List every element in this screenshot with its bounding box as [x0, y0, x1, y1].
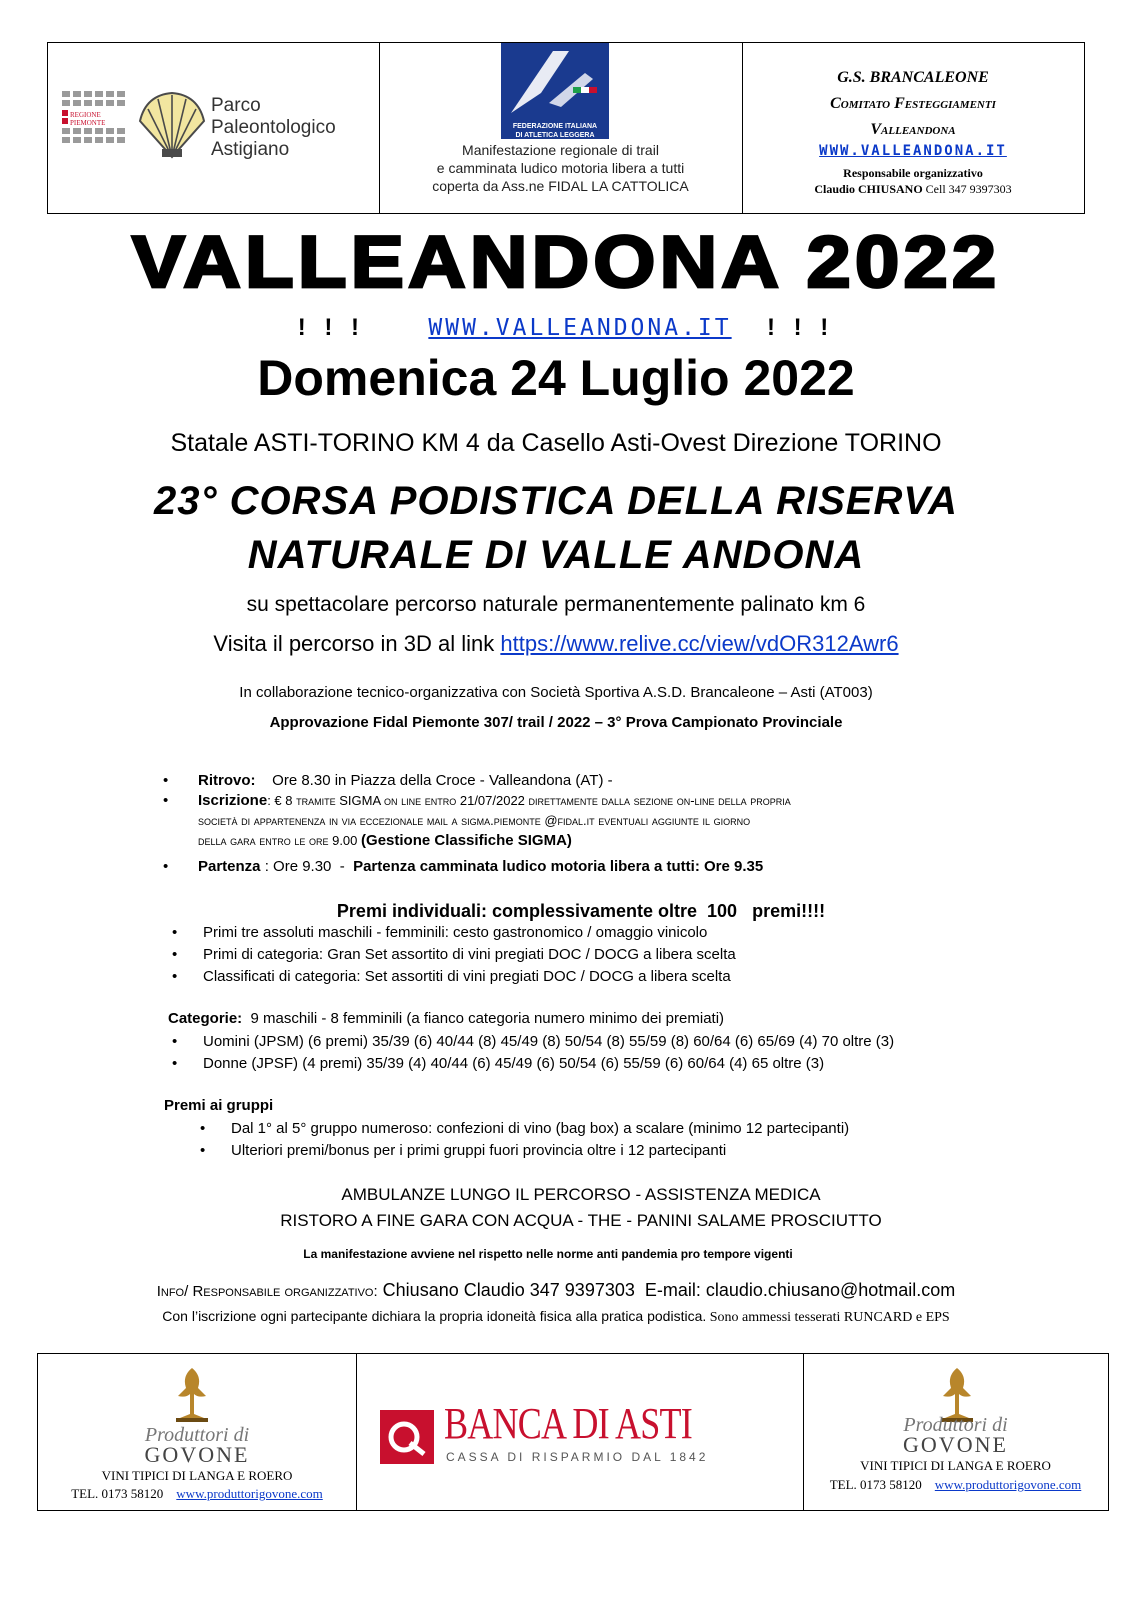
govone-contact	[803, 1477, 1108, 1493]
parco-name-line2: Paleontologico	[211, 117, 336, 138]
responsible-name: Claudio CHIUSANO	[814, 182, 923, 196]
govone-tel: TEL. 0173 58120	[71, 1486, 164, 1501]
govone-tagline: VINI TIPICI DI LANGA E ROERO	[860, 1458, 1051, 1473]
main-website-link[interactable]: WWW.VALLEANDONA.IT	[428, 315, 732, 341]
sponsor-table	[37, 1353, 1109, 1511]
organizer-place: Valleandona	[870, 121, 956, 138]
exclamation-left: ! ! !	[297, 314, 366, 341]
premi-item: • Classificati di categoria: Set assortiti di vini pregiati DOC / DOCG a libera scelta	[172, 968, 731, 985]
ritrovo-label: Ritrovo:	[198, 772, 256, 789]
gruppi-item: • Ulteriori premi/bonus per i primi gruppi fuori provincia oltre i 12 partecipanti	[200, 1142, 727, 1159]
relive-line	[0, 630, 1112, 658]
contact-text: Chiusano Claudio 347 9397303 E-mail: claudio.chiusano@hotmail.com	[377, 1280, 956, 1300]
premi-item: • Primi tre assoluti maschili - femminili: cesto gastronomico / omaggio vinicolo	[172, 924, 708, 941]
collaboration-text: In collaborazione tecnico-organizzativa con Società Sportiva A.S.D. Brancaleone – Asti (AT003)	[239, 684, 873, 701]
fidal-logo	[501, 43, 609, 139]
race-title-line1: 23° CORSA PODISTICA DELLA RISERVA	[154, 479, 958, 523]
fidal-text-line1: Manifestazione regionale di trail	[462, 142, 659, 158]
categorie-uomini: • Uomini (JPSM) (6 premi) 35/39 (6) 40/44 (8) 45/49 (8) 50/54 (8) 55/59 (8) 60/64 (6) 65/69 (4) 70 oltre (3)	[172, 1033, 895, 1050]
premi-list	[172, 922, 736, 988]
pandemic-notice: La manifestazione avviene nel rispetto nelle norme anti pandemia pro tempore vigenti	[303, 1247, 793, 1261]
website-line	[0, 314, 1132, 342]
sponsor-banca-asti	[356, 1354, 804, 1510]
organizer-committee: Comitato Festeggiamenti	[830, 95, 996, 112]
sponsor-govone-left	[38, 1354, 357, 1510]
iscrizione-sigma: (Gestione Classifiche SIGMA)	[361, 832, 572, 849]
fidal-logo-line2: DI ATLETICA LEGGERA	[515, 132, 595, 139]
govone-link[interactable]: www.produttorigovone.com	[176, 1486, 323, 1501]
banca-asti-logo-icon	[380, 1410, 434, 1464]
bullet-dot: •	[163, 792, 169, 809]
regione-line2: PIEMONTE	[70, 119, 106, 127]
services-line1: AMBULANZE LUNGO IL PERCORSO - ASSISTENZA MEDICA	[341, 1185, 821, 1204]
categorie-donne: • Donne (JPSF) (4 premi) 35/39 (4) 40/44 (6) 45/49 (6) 50/54 (6) 55/59 (6) 60/64 (4) 65 oltre (3)	[172, 1055, 825, 1072]
parco-name	[211, 95, 336, 161]
fidal-text-line2: e camminata ludico motoria libera a tutti	[436, 160, 685, 176]
organizer-name: G.S. BRANCALEONE	[837, 69, 989, 86]
gruppi-item: • Dal 1° al 5° gruppo numeroso: confezioni di vino (bag box) a scalare (minimo 12 partecipanti)	[200, 1120, 850, 1137]
sponsor-govone-right	[803, 1354, 1108, 1510]
partenza-bullet	[163, 857, 764, 877]
regione-text	[70, 111, 105, 127]
organizer-website-link[interactable]: WWW.VALLEANDONA.IT	[819, 143, 1007, 159]
govone-link[interactable]: www.produttorigovone.com	[934, 1477, 1082, 1492]
govone-contact	[38, 1486, 356, 1502]
header-table	[47, 42, 1085, 214]
bullet-dot: •	[163, 858, 169, 875]
relive-link[interactable]: https://www.relive.cc/view/vdOR312Awr6	[500, 631, 899, 656]
govone-name: GOVONE	[144, 1442, 250, 1467]
govone-tagline: VINI TIPICI DI LANGA E ROERO	[101, 1468, 293, 1483]
responsible-phone: Cell 347 9397303	[925, 182, 1012, 196]
fidal-description	[379, 141, 742, 195]
approval-text: Approvazione Fidal Piemonte 307/ trail / 2022 – 3° Prova Campionato Provinciale	[269, 714, 843, 731]
iscrizione-bullet	[163, 791, 1023, 851]
categorie-line	[168, 1009, 724, 1029]
banca-subtitle: CASSA DI RISPARMIO DAL 1842	[446, 1450, 709, 1464]
disclaimer-line	[0, 1306, 1112, 1328]
categorie-text: 9 maschili - 8 femminili (a fianco categoria numero minimo dei premiati)	[242, 1010, 725, 1027]
race-title	[0, 474, 1112, 582]
premi-title: Premi individuali: complessivamente oltre 100 premi!!!!	[336, 901, 826, 921]
parco-name-line3: Astigiano	[211, 139, 290, 160]
ritrovo-bullet	[163, 771, 613, 791]
responsible-label: Responsabile organizzativo	[843, 166, 983, 180]
gruppi-list	[200, 1118, 849, 1162]
fidal-runner-icon	[501, 43, 609, 117]
disclaimer-idoneita: Con l’iscrizione ogni partecipante dichiara la propria idoneità fisica alla pratica podistica.	[162, 1308, 707, 1324]
contact-line	[0, 1278, 1112, 1304]
event-location: Statale ASTI-TORINO KM 4 da Casello Asti-Ovest Direzione TORINO	[170, 429, 942, 457]
main-title: VALLEANDONA 2022	[131, 220, 1001, 303]
contact-label: Info/ Responsabile organizzativo:	[156, 1283, 378, 1300]
header-cell-organizer	[742, 43, 1084, 213]
organizer-block	[742, 65, 1084, 143]
parco-name-line1: Parco	[211, 95, 261, 116]
services-line2: RISTORO A FINE GARA CON ACQUA - THE - PANINI SALAME PROSCIUTTO	[280, 1211, 882, 1230]
bullet-dot: •	[163, 772, 169, 789]
iscrizione-line1: : € 8 tramite SIGMA on line entro 21/07/2022 direttamente dalla sezione on-line della propria	[267, 793, 791, 808]
govone-tel: TEL. 0173 58120	[829, 1477, 922, 1492]
race-title-line2: NATURALE DI VALLE ANDONA	[247, 533, 865, 577]
banca-name: BANCA DI ASTI	[444, 1399, 692, 1448]
header-cell-fidal	[379, 43, 743, 213]
govone-script: Produttori di	[903, 1414, 1008, 1436]
govone-crest-icon	[168, 1366, 216, 1422]
route-description: su spettacolare percorso naturale permanentemente palinato km 6	[246, 593, 866, 616]
partenza-label: Partenza	[198, 858, 261, 875]
fidal-logo-text	[501, 122, 609, 140]
partenza-text: : Ore 9.30 -	[260, 858, 354, 875]
partenza-walk: Partenza camminata ludico motoria libera a tutti: Ore 9.35	[353, 858, 764, 875]
relive-prefix: Visita il percorso in 3D al link	[213, 631, 495, 656]
services-block	[0, 1182, 1132, 1234]
govone-name: GOVONE	[903, 1432, 1008, 1457]
event-date: Domenica 24 Luglio 2022	[257, 350, 855, 406]
fidal-text-line3: coperta da Ass.ne FIDAL LA CATTOLICA	[432, 178, 689, 194]
fidal-logo-line1: FEDERAZIONE ITALIANA	[512, 123, 598, 130]
categorie-list	[172, 1031, 894, 1075]
disclaimer-tesserati: Sono ammessi tesserati RUNCARD e EPS	[706, 1310, 950, 1325]
iscrizione-line2: società di appartenenza in via eccezionale mail a sigma.piemonte @fidal.it eventuali aggiunte il giorno	[198, 813, 751, 828]
govone-script: Produttori di	[144, 1424, 250, 1446]
iscrizione-label: Iscrizione	[198, 792, 268, 809]
ritrovo-text: Ore 8.30 in Piazza della Croce - Valleandona (AT) -	[272, 772, 613, 789]
categorie-label: Categorie:	[168, 1010, 243, 1027]
header-cell-parco	[48, 43, 380, 213]
regione-line1: REGIONE	[70, 111, 101, 119]
gruppi-title: Premi ai gruppi	[164, 1097, 274, 1114]
iscrizione-line3: della gara entro le ore 9.00	[198, 833, 358, 848]
premi-item: • Primi di categoria: Gran Set assortito di vini pregiati DOC / DOCG a libera scelta	[172, 946, 736, 963]
shell-fossil-icon	[136, 91, 208, 159]
organizer-responsible	[742, 165, 1084, 197]
exclamation-right: ! ! !	[766, 314, 835, 341]
